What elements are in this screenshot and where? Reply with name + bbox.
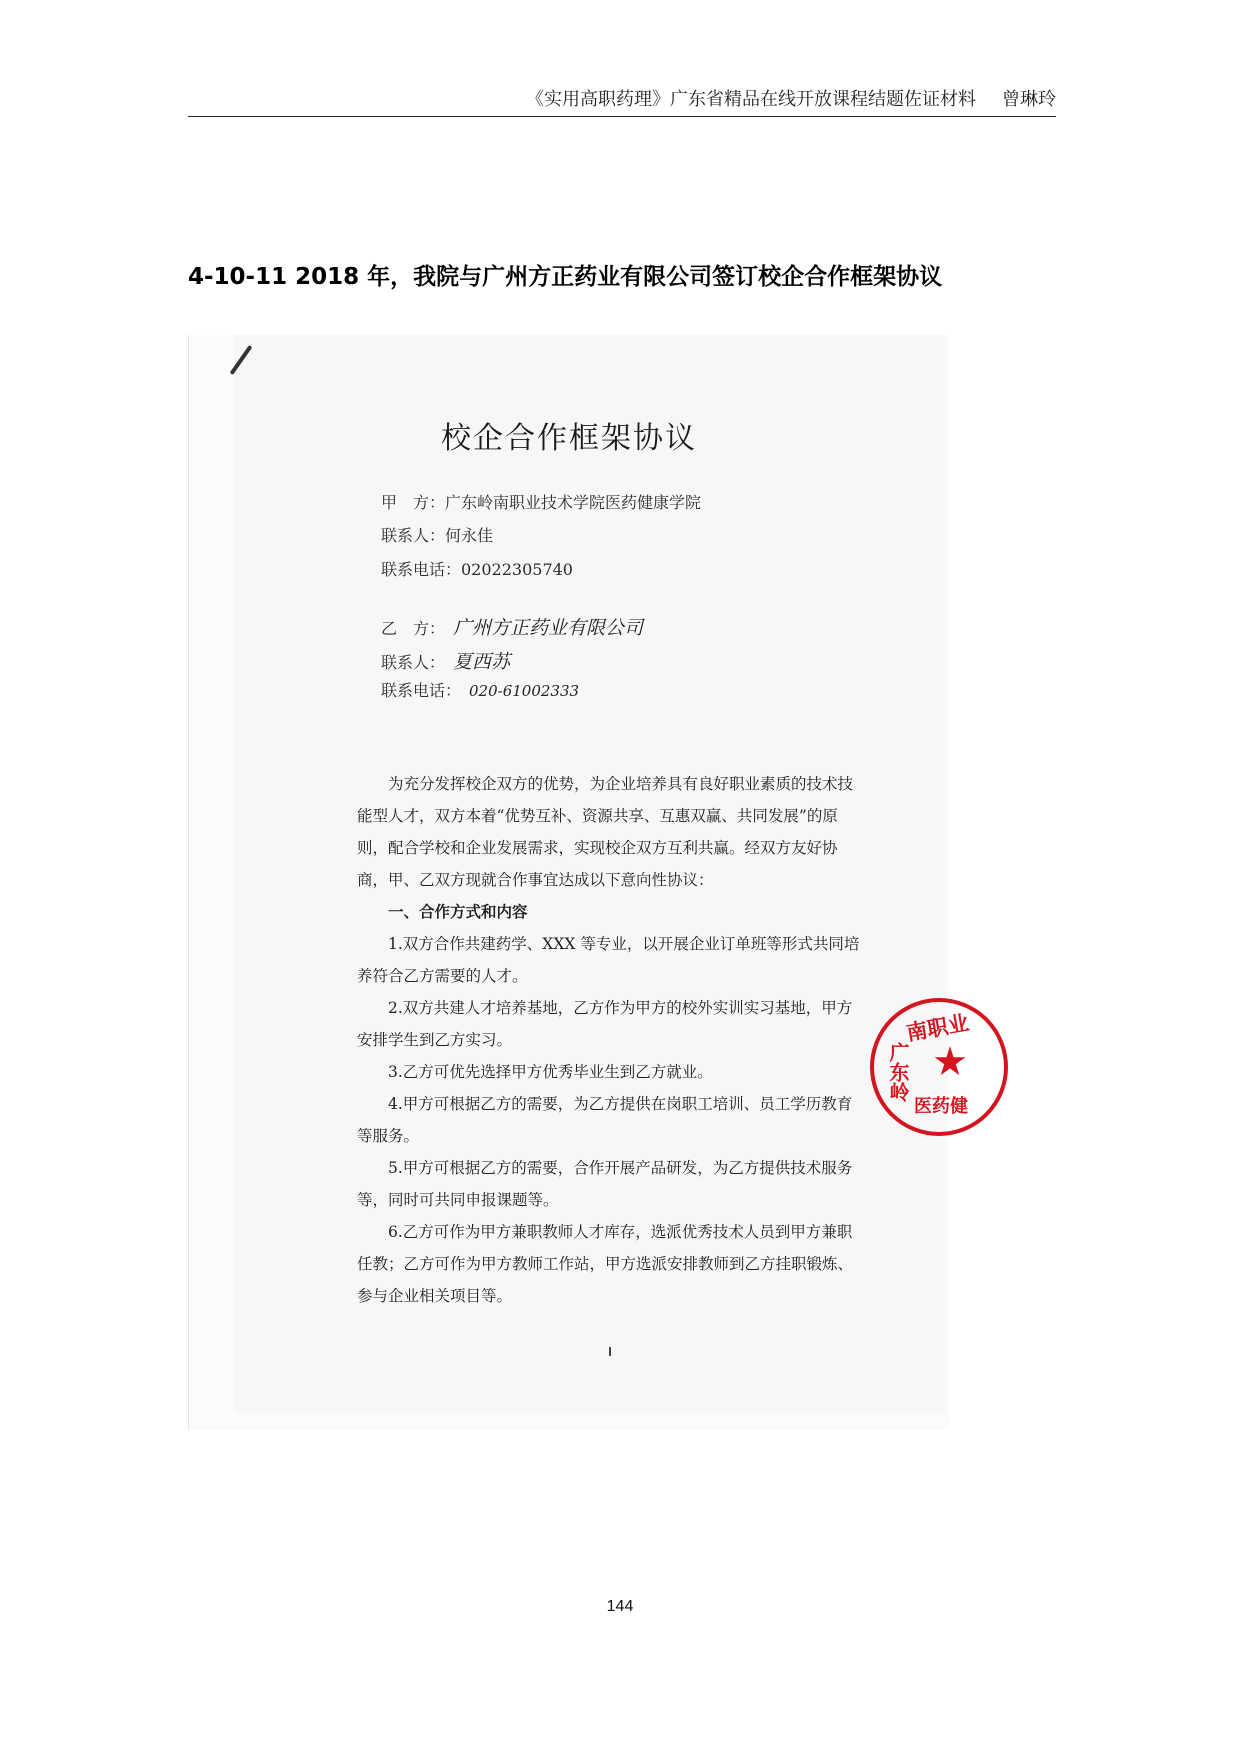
seal-text-bottom: 医药健 (914, 1096, 968, 1117)
party-b-contact (381, 647, 510, 674)
section-title: 4-10-11 2018 年，我院与广州方正药业有限公司签订校企合作框架协议 (188, 264, 943, 290)
party-b-phone-handwritten: 020-61002333 (469, 682, 580, 700)
official-seal (870, 998, 1008, 1136)
clause-2: 2.双方共建人才培养基地，乙方作为甲方的校外实训实习基地，甲方安排学生到乙方实习。 (357, 999, 853, 1049)
clause-4: 4.甲方可根据乙方的需要，为乙方提供在岗职工培训、员工学历教育等服务。 (357, 1095, 853, 1145)
scanned-agreement-image (188, 335, 971, 1430)
seal-text-side: 广东岭 (886, 1042, 910, 1102)
clause-1: 1.双方合作共建药学、XXX 等专业，以开展企业订单班等形式共同培养符合乙方需要的人才。 (357, 935, 860, 985)
agreement-title: 校企合作框架协议 (441, 421, 697, 456)
party-b-contact-handwritten: 夏西苏 (453, 651, 511, 673)
clause-5: 5.甲方可根据乙方的需要，合作开展产品研发，为乙方提供技术服务等，同时可共同申报课题等。 (357, 1159, 853, 1209)
party-b-contact-label: 联系人： (381, 653, 446, 672)
page-number: 144 (606, 1598, 634, 1615)
seal-star-icon (934, 1046, 966, 1078)
scan-page-marker (609, 1347, 611, 1356)
section-heading: 一、合作方式和内容 (388, 902, 528, 921)
party-b-phone-label: 联系电话： (381, 681, 462, 700)
intro-paragraph: 为充分发挥校企双方的优势，为企业培养具有良好职业素质的技术技能型人才，双方本着“优势互补、资源共享、互惠双赢、共同发展”的原则，配合学校和企业发展需求，实现校企双方互利共赢。经双方友好协商，甲、乙双方现就合作事宜达成以下意向性协议： (357, 775, 854, 889)
party-a-contact: 联系人：何永佳 (381, 526, 494, 545)
party-a-phone: 联系电话：02022305740 (381, 560, 573, 579)
clause-3: 3.乙方可优先选择甲方优秀毕业生到乙方就业。 (388, 1063, 713, 1081)
party-b-phone (381, 678, 579, 701)
party-b-name-handwritten: 广州方正药业有限公司 (453, 617, 644, 639)
page-header (188, 86, 1056, 117)
party-b-name-label: 乙 方： (381, 619, 446, 638)
seal-text-top: 南职业 (904, 1010, 971, 1046)
party-a-name: 甲 方：广东岭南职业技术学院医药健康学院 (381, 493, 702, 512)
clause-6: 6.乙方可作为甲方兼职教师人才库存，选派优秀技术人员到甲方兼职任教；乙方可作为甲方教师工作站，甲方选派安排教师到乙方挂职锻炼、参与企业相关项目等。 (357, 1223, 854, 1305)
header-author: 曾琳玲 (1002, 89, 1056, 110)
party-b-name (381, 613, 643, 640)
header-title: 《实用高职药理》广东省精品在线开放课程结题佐证材料 (526, 89, 976, 110)
agreement-body (357, 768, 861, 1312)
